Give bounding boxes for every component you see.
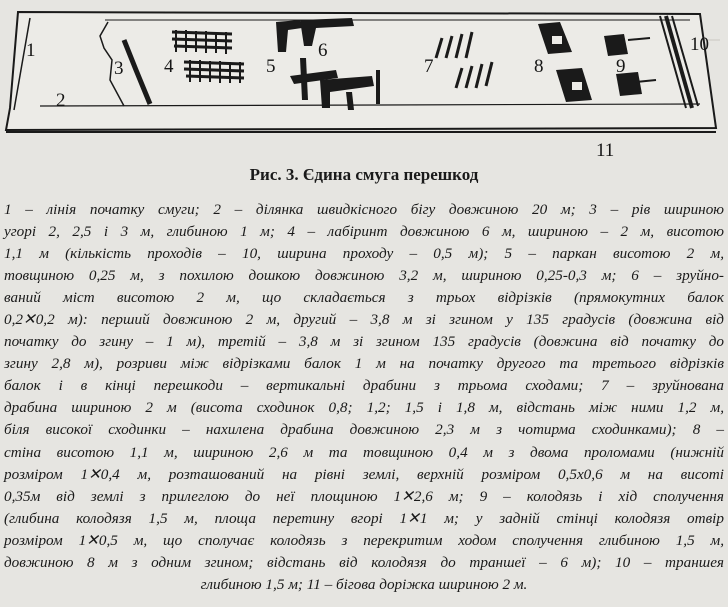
legend-line: 1 – лінія початку смуги; 2 – ділянка швидкісного бігу довжиною 20 м; 3 – рів шириною [4,201,724,218]
label-5: 5 [266,56,276,77]
obstacle-course-illustration [0,0,728,160]
figure-legend [4,199,724,603]
label-7: 7 [424,56,434,77]
course-outline [6,12,716,130]
legend-line: стіна висотою 1,1 м, шириною 2,6 м та товщиною 0,4 м з двома проломами (нижній [4,443,724,461]
label-6: 6 [318,40,328,61]
legend-line: ваний міст висотою 2 м, що складається з трьох відрізків (прямокутних балок [4,289,724,307]
label-4: 4 [164,56,174,77]
legend-line: балок і в кінці перешкоди – вертикальні драбини з трьома сходами; 7 – зруйнована [4,377,724,395]
legend-line: 0,2✕0,2 м): перший довжиною 2 м, другий – 3,8 м зі згином у 135 градусів (довжина від [4,311,724,329]
legend-line: розміром 1✕0,5 м, що сполучає колодязь з перекритим ходом сполучення глибиною 1,5 м, [4,531,724,549]
legend-line: довжиною 8 м з одним згином; відстань від колодязя до траншеї – 6 м); 10 – траншея [4,553,724,571]
legend-line: біля високої сходинки – нахилена драбина довжиною 2,3 м з чотирма сходинками); 8 – [4,421,724,439]
label-1: 1 [26,40,36,61]
legend-line: (глибина колодязя 1,5 м, площа перетину вгорі 1✕1 м; у задній стінці колодязя отвір [4,509,724,527]
legend-line: згину 2,8 м), розриви між відрізками балок 1 м на початку другого та третього відрізків [4,355,724,373]
legend-line: угорі 2, 2,5 і 3 м, глибиною 1 м; 4 – лабіринт довжиною 6 м, шириною – 2 м, висотою [4,223,724,241]
legend-line: розміром 1✕0,4 м, розташований на рівні землі, верхній розміром 0,5x0,6 м на висоті [4,465,724,483]
label-9: 9 [616,56,626,77]
legend-line: драбина шириною 2 м (висота сходинок 0,8; 1,2; 1,5 і 1,8 м, відстань між ними 1,2 м, [4,399,724,417]
legend-line: глибиною 1,5 м; 11 – бігова доріжка шириною 2 м. [200,575,528,593]
label-8: 8 [534,56,544,77]
label-2: 2 [56,90,66,111]
legend-line: товщиною 0,25 м, з похилою дошкою довжиною 3,2 м, шириною 0,25-0,3 м; 6 – зруйно- [4,267,724,285]
legend-line: 1,1 м (кількість проходів – 10, ширина проходу – 0,5 м); 5 – паркан висотою 2 м, [4,245,724,263]
legend-line: 0,35м від землі з прилеглою до неї площиною 1✕2,6 м; 9 – колодязь і хід сполучення [4,487,724,505]
figure-caption: Рис. 3. Єдина смуга перешкод [249,165,479,184]
label-3: 3 [114,58,124,79]
label-11: 11 [596,140,615,160]
legend-line: початку до згину – 1 м), третій – 3,8 м зі згином 135 градусів (довжина від початку до [4,333,724,351]
label-10: 10 [690,34,709,55]
